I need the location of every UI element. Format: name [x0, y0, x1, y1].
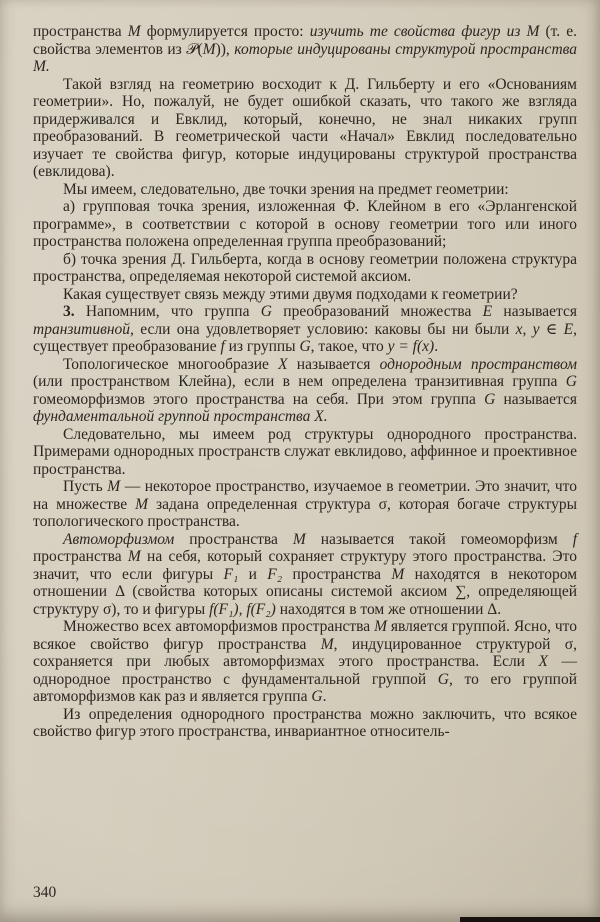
paragraph — [33, 618, 577, 706]
text: находятся в некотором отношении Δ (свойства которых описаны системой аксиом ∑, определяющей структуру σ), то и фигуры — [33, 565, 578, 618]
text: , существует преобразование — [33, 320, 577, 355]
paragraph — [33, 531, 577, 619]
text: называется — [492, 303, 577, 320]
italic-text: которые индуцированы структурой пространства M. — [33, 40, 578, 75]
paragraph — [33, 303, 577, 356]
italic-text: Автоморфизмом — [63, 530, 175, 548]
text: Пусть — [63, 478, 108, 495]
text: из группы — [224, 338, 300, 355]
italic-text: E — [482, 303, 493, 320]
italic-text: M — [320, 635, 334, 653]
italic-text: изучить те свойства фигур из M — [309, 23, 540, 40]
text: (т. е. свойства элементов из 𝒫( — [33, 23, 577, 58]
paragraph — [33, 198, 577, 251]
text: гомеоморфизмов этого пространства на себя. При этом группа — [33, 390, 485, 408]
scan-edge-artifact — [460, 917, 600, 922]
italic-text: x, y — [515, 320, 540, 338]
text: Множество всех автоморфизмов пространства — [63, 618, 375, 635]
text: Какая существует связь между этими двумя подходами к геометрии? — [63, 285, 518, 303]
italic-text: F₂ — [267, 565, 283, 583]
italic-text: фундаментальной группой пространства X. — [33, 408, 328, 425]
text: . — [434, 338, 439, 355]
italic-text: M — [127, 548, 141, 565]
text: Следовательно, мы имеем род структуры однородного пространства. Примерами однородных пространств служат евклидово, аффинное и проективное пространства. — [33, 425, 577, 478]
text: Из определения однородного пространства можно заключить, что всякое свойство фигур этого пространства, инвариантное относитель- — [33, 705, 577, 740]
italic-text: f(F₁), f(F₂) — [209, 600, 276, 618]
text: если она удовлетворяет условию: каковы бы ни были — [133, 320, 516, 338]
italic-text: M — [374, 618, 387, 635]
text: на себя, который сохраняет структуру этого пространства. Это значит, что если фигуры — [33, 548, 577, 583]
text: , такое, что — [310, 338, 388, 355]
text: — однородное пространство с фундаментальной группой — [33, 653, 578, 688]
text: (или пространством Клейна), если в нем определена транзитивная группа — [33, 373, 566, 390]
italic-text: транзитивной, — [33, 320, 134, 338]
italic-text: G — [437, 670, 449, 688]
paragraph — [33, 286, 577, 304]
page-number: 340 — [33, 884, 57, 901]
text: является группой. Ясно, что всякое свойство фигур пространства — [33, 618, 577, 653]
text: а) групповая точка зрения, изложенная Ф. Клейном в его «Эрлангенской программе», в соответствии с которой в основу геометрии того или иного пространства положена определенная группа преобразований; — [33, 198, 577, 250]
text: называется такой гомеоморфизм — [305, 530, 573, 548]
text: . — [322, 688, 327, 705]
text: формулируется просто: — [140, 23, 310, 40]
text: , то его группой автоморфизмов как раз и является группа — [33, 670, 577, 705]
italic-text: M — [202, 40, 216, 58]
text: и — [238, 565, 268, 583]
text: называется — [287, 355, 380, 373]
text: Топологическое многообразие — [63, 355, 279, 373]
text: — некоторое пространство, изучаемое в геометрии. Это значит, что на множестве — [33, 478, 577, 513]
text: пространства — [282, 565, 392, 583]
text: пространства — [174, 530, 293, 548]
text: задана определенная структура σ, которая богаче структуры топологического пространства. — [33, 495, 577, 530]
paragraph — [33, 706, 577, 741]
text: ∈ — [539, 320, 564, 338]
paragraph — [33, 251, 577, 286]
text: Такой взгляд на геометрию восходит к Д. Гильберту и его «Основаниям геометрии». Но, пожалуй, не будет ошибкой сказать, что такого же взгляда придерживался и Евклид, который, конечно, не знал никаких групп преобразований. В геометрической части «Начал» Евклид последовательно изучает те свойства фигур, которые индуцированы структурой пространства (евклидова). — [33, 75, 577, 180]
italic-text: M — [127, 23, 141, 40]
paragraph — [33, 76, 577, 181]
paragraph — [33, 426, 577, 479]
italic-text: M — [391, 565, 405, 583]
italic-text: M — [107, 478, 121, 495]
text: называется — [495, 390, 578, 408]
text: Мы имеем, следовательно, две точки зрения на предмет геометрии: — [63, 180, 509, 198]
text: Напомним, что группа — [74, 303, 261, 320]
text: пространства — [33, 23, 128, 40]
text: находятся в том же отношении Δ. — [275, 600, 502, 618]
paragraph — [33, 23, 577, 76]
text: б) точка зрения Д. Гильберта, когда в основу геометрии положена структура пространства, определяемая некоторой системой аксиом. — [33, 250, 577, 285]
italic-text: X — [278, 355, 288, 373]
italic-text: G — [311, 688, 323, 705]
italic-text: M — [135, 495, 149, 513]
text: )), — [215, 40, 235, 58]
italic-text: G — [299, 338, 311, 355]
italic-text: F₁ — [223, 565, 239, 583]
paragraph — [33, 478, 577, 531]
paragraph — [33, 356, 577, 426]
italic-text: f — [220, 338, 225, 355]
bold-text: 3. — [63, 303, 75, 320]
italic-text: y = f(x) — [387, 338, 435, 355]
paragraph — [33, 181, 577, 199]
italic-text: M — [292, 530, 306, 548]
italic-text: E — [563, 320, 574, 338]
italic-text: G — [565, 373, 577, 390]
italic-text: X — [538, 653, 548, 670]
text: , индуцированное структурой σ, сохраняется при любых автоморфизмах этого пространства. Если — [33, 635, 578, 670]
text-block — [33, 23, 577, 741]
italic-text: G — [484, 390, 496, 408]
text: пространства — [33, 548, 128, 565]
italic-text: f — [572, 530, 577, 548]
italic-text: G — [260, 303, 272, 320]
italic-text: однородным пространством — [379, 355, 577, 373]
text: преобразований множества — [272, 303, 483, 320]
